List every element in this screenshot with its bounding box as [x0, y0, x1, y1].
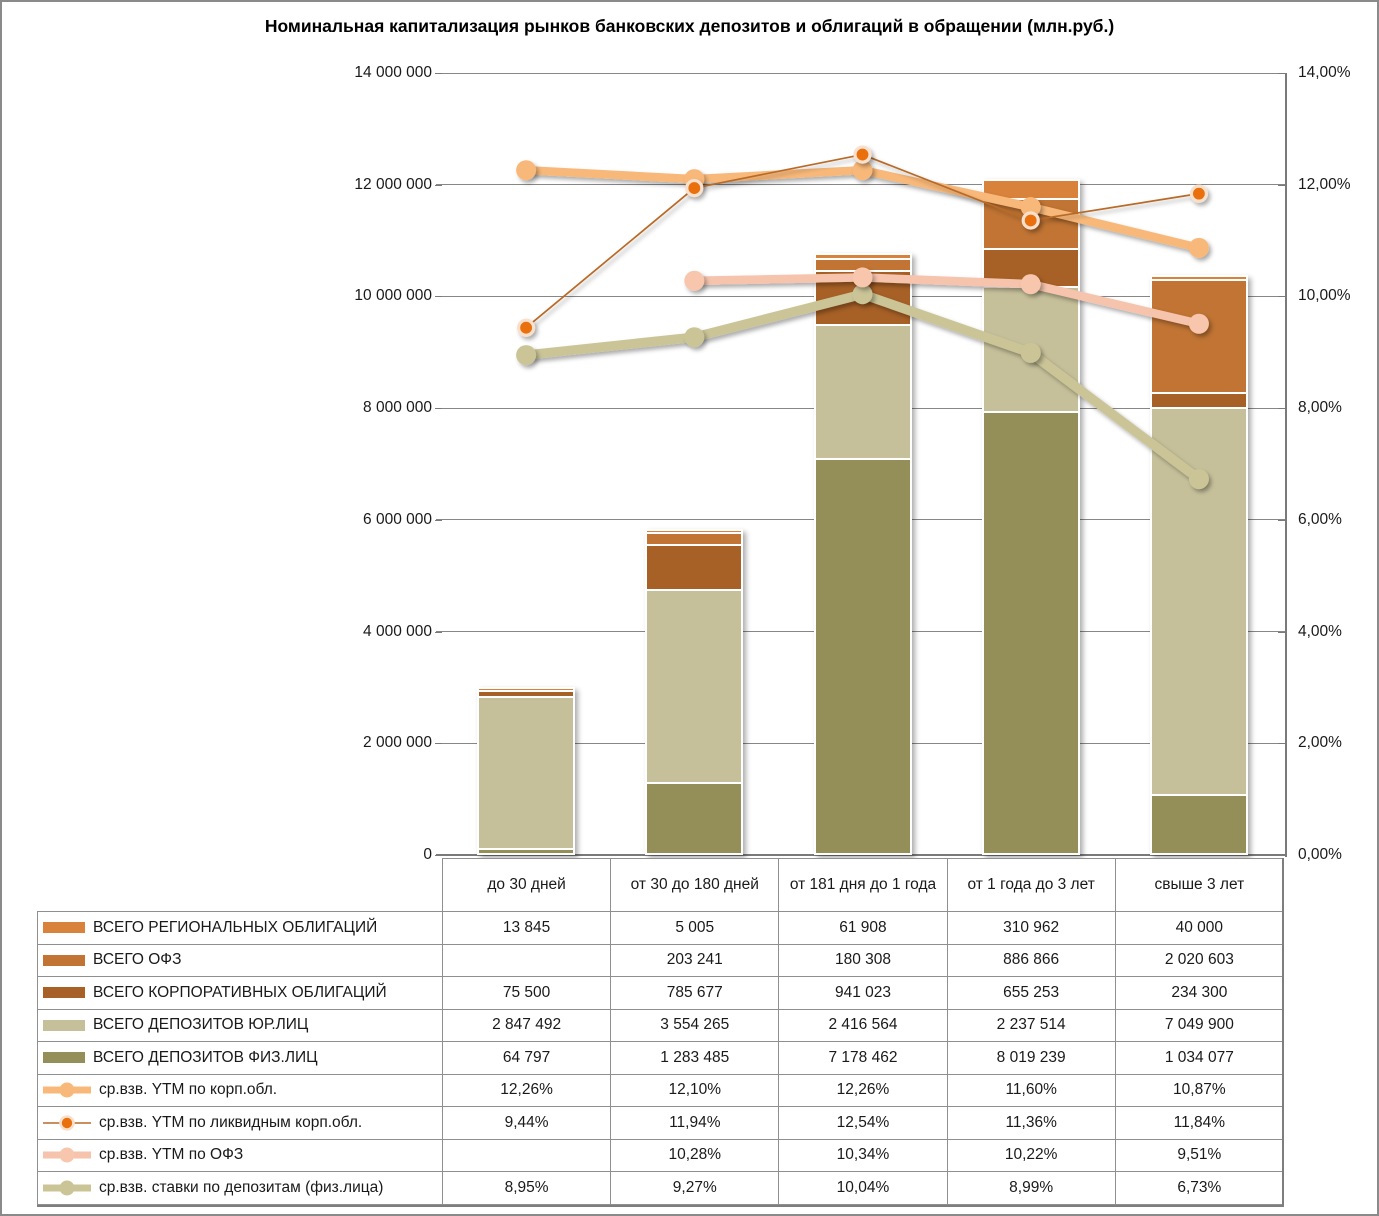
- bar-segment: [1152, 794, 1246, 853]
- left-axis-tick-label: 6 000 000: [363, 510, 432, 528]
- value-cell: 12,10%: [611, 1074, 779, 1107]
- bar-segment: [816, 324, 910, 458]
- series-legend-cell: [38, 977, 443, 1010]
- series-label: ВСЕГО ДЕПОЗИТОВ ЮР.ЛИЦ: [93, 1016, 309, 1034]
- right-axis-tick-label: 6,00%: [1298, 510, 1342, 528]
- right-axis-tick-label: 8,00%: [1298, 399, 1342, 417]
- bar-segment: [1152, 407, 1246, 795]
- value-cell: 40 000: [1115, 912, 1283, 945]
- bar-segment: [984, 198, 1078, 249]
- right-axis-tick-label: 14,00%: [1298, 64, 1351, 81]
- value-cell: 8,95%: [443, 1172, 611, 1205]
- right-axis-tick: [1278, 296, 1285, 297]
- value-cell: 10,04%: [779, 1172, 947, 1205]
- stacked-bar: [477, 687, 575, 855]
- table-corner-cell: [38, 859, 443, 912]
- line-marker: [684, 327, 704, 347]
- table-row: [38, 1074, 1284, 1107]
- right-axis-tick-label: 0,00%: [1298, 846, 1342, 863]
- series-label: ср.взв. ставки по депозитам (физ.лица): [99, 1178, 384, 1196]
- value-cell: 9,51%: [1115, 1139, 1283, 1172]
- value-cell: 180 308: [779, 944, 947, 977]
- series-label: ВСЕГО РЕГИОНАЛЬНЫХ ОБЛИГАЦИЙ: [93, 918, 378, 936]
- bar-segment: [647, 782, 741, 853]
- category-header-cell: от 1 года до 3 лет: [947, 859, 1115, 912]
- right-axis-tick-label: 12,00%: [1298, 175, 1351, 193]
- value-cell: 234 300: [1115, 977, 1283, 1010]
- line-marker: [516, 160, 536, 180]
- bar-segment: [1152, 392, 1246, 407]
- series-legend-cell: [38, 1172, 443, 1205]
- left-axis-tick-label: 0: [423, 846, 432, 863]
- stacked-bar: [982, 179, 1080, 855]
- right-axis-tick: [1278, 743, 1285, 744]
- legend-line-icon: [43, 1080, 91, 1100]
- left-axis-tick: [435, 632, 442, 633]
- right-axis-tick: [1278, 632, 1285, 633]
- value-cell: 1 283 485: [611, 1042, 779, 1075]
- bar-segment: [479, 696, 573, 848]
- table-row: [38, 1139, 1284, 1172]
- value-cell: 11,36%: [947, 1107, 1115, 1140]
- value-cell: 7 178 462: [779, 1042, 947, 1075]
- legend-line-icon: [43, 1178, 91, 1198]
- legend-swatch-icon: [43, 922, 85, 933]
- table-row: [38, 977, 1284, 1010]
- value-cell: 886 866: [947, 944, 1115, 977]
- series-legend-cell: [38, 1074, 443, 1107]
- table-row: [38, 1042, 1284, 1075]
- legend-swatch-icon: [43, 955, 85, 966]
- value-cell: [443, 1139, 611, 1172]
- left-axis-tick-label: 14 000 000: [354, 64, 432, 81]
- value-cell: 13 845: [443, 912, 611, 945]
- bar-segment: [816, 458, 910, 853]
- value-cell: 8 019 239: [947, 1042, 1115, 1075]
- value-cell: 9,27%: [611, 1172, 779, 1205]
- value-cell: 9,44%: [443, 1107, 611, 1140]
- value-cell: 785 677: [611, 977, 779, 1010]
- stacked-bar: [814, 253, 912, 855]
- value-cell: 2 416 564: [779, 1009, 947, 1042]
- right-axis-tick: [1278, 185, 1285, 186]
- series-label: ВСЕГО ДЕПОЗИТОВ ФИЗ.ЛИЦ: [93, 1048, 318, 1066]
- value-cell: 10,22%: [947, 1139, 1115, 1172]
- category-header-cell: до 30 дней: [443, 859, 611, 912]
- line-series: [526, 170, 1199, 248]
- right-axis-line: [1285, 73, 1287, 857]
- value-cell: 2 847 492: [443, 1009, 611, 1042]
- legend-swatch-icon: [43, 1020, 85, 1031]
- value-cell: 11,94%: [611, 1107, 779, 1140]
- value-cell: 10,28%: [611, 1139, 779, 1172]
- table-row: [38, 1172, 1284, 1205]
- left-axis-tick-label: 10 000 000: [354, 287, 432, 305]
- left-axis-tick: [435, 296, 442, 297]
- bar-segment: [479, 848, 573, 853]
- series-legend-cell: [38, 1009, 443, 1042]
- value-cell: 10,34%: [779, 1139, 947, 1172]
- series-legend-cell: [38, 1107, 443, 1140]
- line-marker: [687, 181, 702, 196]
- series-label: ср.взв. YTM по ликвидным корп.обл.: [99, 1113, 363, 1131]
- line-marker: [519, 320, 534, 335]
- value-cell: 655 253: [947, 977, 1115, 1010]
- grid-line: [436, 184, 1285, 185]
- value-cell: 5 005: [611, 912, 779, 945]
- line-marker: [1189, 238, 1209, 258]
- series-label: ср.взв. YTM по ОФЗ: [99, 1146, 244, 1164]
- category-header-cell: от 30 до 180 дней: [611, 859, 779, 912]
- bar-segment: [647, 589, 741, 782]
- value-cell: 64 797: [443, 1042, 611, 1075]
- left-axis-tick: [435, 185, 442, 186]
- series-label: ВСЕГО ОФЗ: [93, 951, 182, 969]
- left-axis-tick: [435, 855, 442, 856]
- right-axis-tick: [1278, 73, 1285, 74]
- line-marker: [684, 271, 704, 291]
- value-cell: 8,99%: [947, 1172, 1115, 1205]
- bar-segment: [984, 286, 1078, 411]
- value-cell: 1 034 077: [1115, 1042, 1283, 1075]
- grid-line: [436, 73, 1285, 74]
- bar-segment: [647, 544, 741, 588]
- value-cell: 11,84%: [1115, 1107, 1283, 1140]
- value-cell: 10,87%: [1115, 1074, 1283, 1107]
- legend-swatch-icon: [43, 987, 85, 998]
- table-row: [38, 1009, 1284, 1042]
- right-axis-tick-label: 2,00%: [1298, 734, 1342, 752]
- bar-segment: [816, 270, 910, 324]
- right-axis-tick: [1278, 520, 1285, 521]
- stacked-bar: [645, 529, 743, 855]
- bar-segment: [1152, 279, 1246, 392]
- bar-segment: [984, 248, 1078, 286]
- value-cell: 203 241: [611, 944, 779, 977]
- bar-segment: [816, 258, 910, 270]
- left-axis-tick: [435, 408, 442, 409]
- stacked-bar: [1150, 275, 1248, 855]
- bar-segment: [647, 532, 741, 545]
- left-axis-tick-label: 4 000 000: [363, 622, 432, 640]
- value-cell: 11,60%: [947, 1074, 1115, 1107]
- legend-swatch-icon: [43, 1052, 85, 1063]
- legend-line-icon: [43, 1113, 91, 1133]
- right-axis-tick: [1278, 408, 1285, 409]
- line-series: [694, 277, 1199, 323]
- line-marker: [855, 147, 870, 162]
- value-cell: [443, 944, 611, 977]
- value-cell: 2 237 514: [947, 1009, 1115, 1042]
- right-axis-tick-label: 10,00%: [1298, 287, 1351, 305]
- left-axis-tick-label: 8 000 000: [363, 399, 432, 417]
- bar-segment: [984, 411, 1078, 853]
- value-cell: 75 500: [443, 977, 611, 1010]
- series-label: ВСЕГО КОРПОРАТИВНЫХ ОБЛИГАЦИЙ: [93, 983, 387, 1001]
- series-label: ср.взв. YTM по корп.обл.: [99, 1081, 278, 1099]
- line-marker: [1191, 186, 1206, 201]
- category-header-cell: свыше 3 лет: [1115, 859, 1283, 912]
- left-axis-tick-label: 2 000 000: [363, 734, 432, 752]
- series-legend-cell: [38, 944, 443, 977]
- table-row: [38, 1107, 1284, 1140]
- left-axis-tick: [435, 743, 442, 744]
- series-legend-cell: [38, 1042, 443, 1075]
- chart-title: Номинальная капитализация рынков банковских депозитов и облигаций в обращении (млн.руб.): [264, 16, 1115, 36]
- series-legend-cell: [38, 1139, 443, 1172]
- left-axis-tick: [435, 520, 442, 521]
- value-cell: 12,26%: [443, 1074, 611, 1107]
- table-row: [38, 912, 1284, 945]
- line-marker: [516, 345, 536, 365]
- legend-line-icon: [43, 1145, 91, 1165]
- series-legend-cell: [38, 912, 443, 945]
- category-header-cell: от 181 дня до 1 года: [779, 859, 947, 912]
- right-axis-tick-label: 4,00%: [1298, 622, 1342, 640]
- value-cell: 12,26%: [779, 1074, 947, 1107]
- value-cell: 3 554 265: [611, 1009, 779, 1042]
- left-axis-tick: [435, 73, 442, 74]
- value-cell: 61 908: [779, 912, 947, 945]
- value-cell: 12,54%: [779, 1107, 947, 1140]
- right-axis-tick: [1278, 855, 1285, 856]
- bar-segment: [984, 181, 1078, 198]
- line-marker: [853, 160, 873, 180]
- value-cell: 6,73%: [1115, 1172, 1283, 1205]
- table-row: [38, 944, 1284, 977]
- value-cell: 2 020 603: [1115, 944, 1283, 977]
- line-marker: [684, 169, 704, 189]
- value-cell: 941 023: [779, 977, 947, 1010]
- left-axis-tick-label: 12 000 000: [354, 175, 432, 193]
- value-cell: 310 962: [947, 912, 1115, 945]
- data-table: [37, 858, 1284, 1205]
- value-cell: 7 049 900: [1115, 1009, 1283, 1042]
